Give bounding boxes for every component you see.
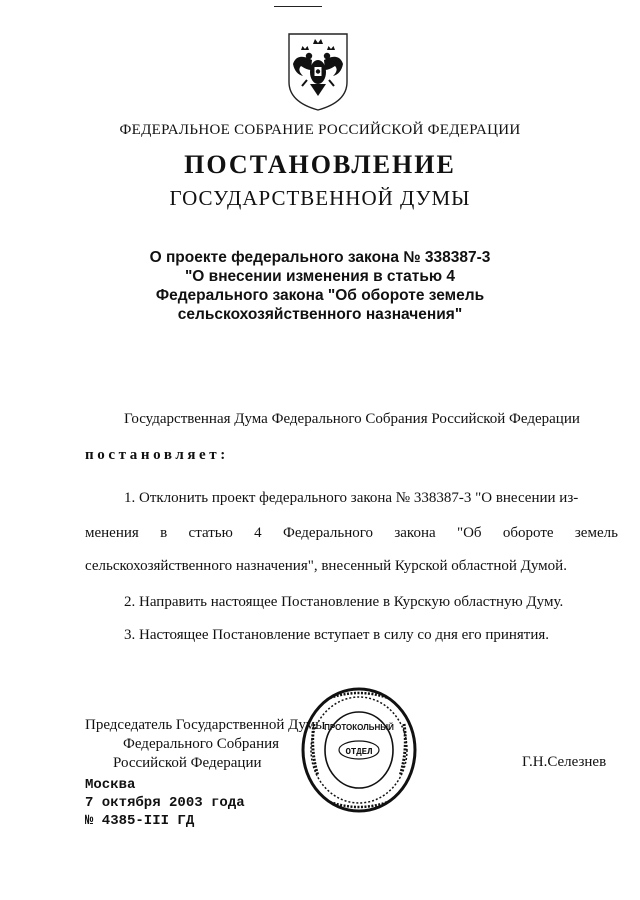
subject-line: Федерального закона "Об обороте земель	[155, 287, 485, 304]
preamble-text: Государственная Дума Федерального Собрания Российской Федерации	[124, 411, 580, 427]
item-1-line-1: 1. Отклонить проект федерального закона № 338387-3 "О внесении из-	[124, 490, 579, 506]
footer-city: Москва	[85, 777, 136, 793]
item-2-text: 2. Направить настоящее Постановление в Курскую областную Думу.	[124, 594, 564, 610]
signatory-position	[85, 716, 325, 773]
justified-word: 4	[254, 525, 262, 541]
seal-upper-text: ПРОТОКОЛЬНЫЙ	[324, 723, 394, 732]
item-1-line-3: сельскохозяйственного назначения", внесенный Курской областной Думой.	[85, 558, 567, 574]
resolves-word: постановляет:	[85, 447, 229, 463]
top-rule	[274, 6, 322, 7]
subject-line: сельскохозяйственного назначения"	[177, 306, 463, 323]
justified-word: земель	[574, 525, 618, 541]
assembly-title: ФЕДЕРАЛЬНОЕ СОБРАНИЕ РОССИЙСКОЙ ФЕДЕРАЦИИ	[119, 122, 521, 138]
justified-word: в	[160, 525, 168, 541]
justified-word: обороте	[502, 525, 554, 541]
document-issuer: ГОСУДАРСТВЕННОЙ ДУМЫ	[169, 186, 471, 210]
footer-date: 7 октября 2003 года	[85, 795, 245, 811]
official-seal-stamp	[300, 686, 418, 814]
signer-name: Г.Н.Селезнев	[522, 754, 607, 770]
footer-number: № 4385-III ГД	[85, 813, 195, 829]
subject-line: "О внесении изменения в статью 4	[184, 268, 456, 285]
seal-center-text: ОТДЕЛ	[345, 747, 373, 757]
coat-of-arms-emblem	[283, 30, 353, 112]
item-3-text: 3. Настоящее Постановление вступает в силу со дня его принятия.	[124, 627, 550, 643]
document-type-title: ПОСТАНОВЛЕНИЕ	[184, 150, 456, 179]
subject-line: О проекте федерального закона № 338387-3	[149, 249, 491, 266]
position-line: Российской Федерации	[113, 755, 262, 771]
justified-word: закона	[394, 525, 436, 541]
justified-word: "Об	[456, 525, 482, 541]
justified-word: Федерального	[282, 525, 374, 541]
position-line: Председатель Государственной Думы	[85, 717, 326, 733]
item-1-line-2	[85, 525, 618, 542]
justified-word: менения	[85, 525, 139, 541]
subject-heading	[110, 248, 530, 324]
justified-word: статью	[188, 525, 233, 541]
document-footer	[85, 776, 245, 830]
position-line: Федерального Собрания	[123, 736, 280, 752]
